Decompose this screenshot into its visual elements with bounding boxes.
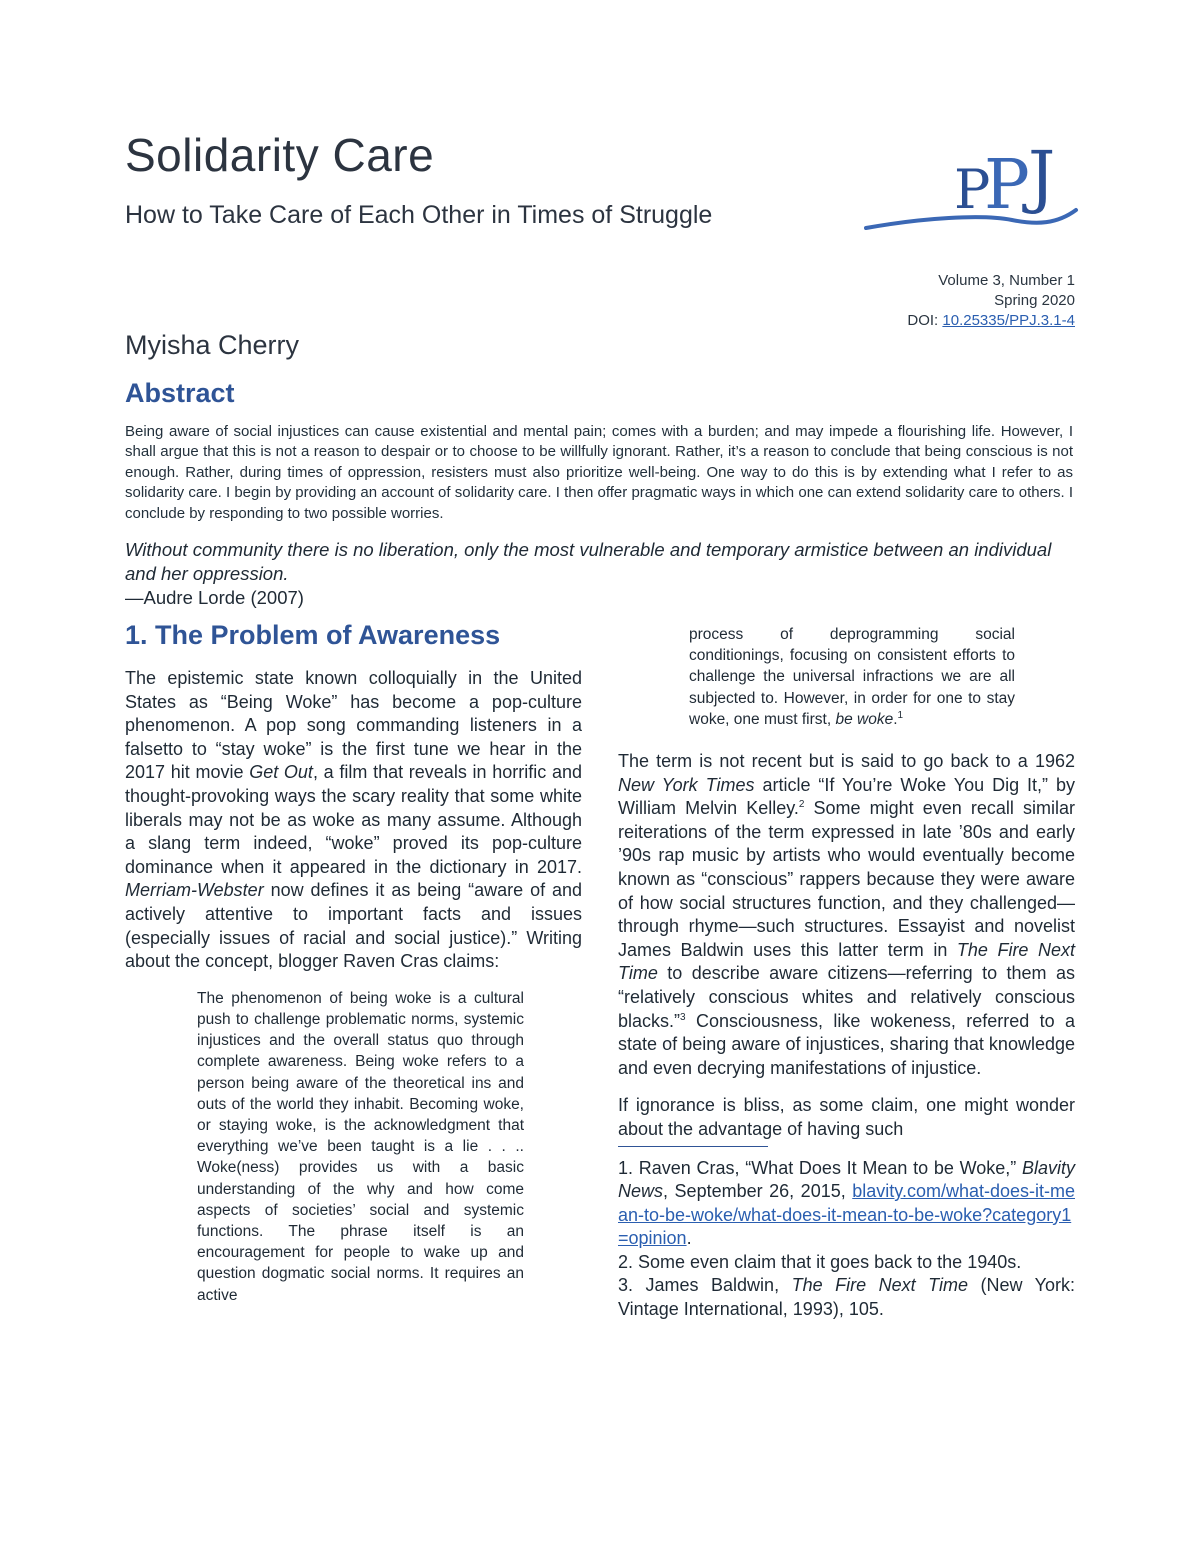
journal-logo bbox=[862, 122, 1082, 240]
footnote-3 bbox=[618, 1274, 1075, 1321]
epigraph bbox=[125, 538, 1085, 610]
publication-season: Spring 2020 bbox=[994, 292, 1075, 309]
text-run: Consciousness, like wokeness, referred to a state of being aware of injustices, sharing that knowledge and even decrying manifestations of injustice. bbox=[618, 1010, 1075, 1078]
left-column bbox=[125, 620, 582, 1306]
page-title: Solidarity Care bbox=[125, 129, 435, 181]
epigraph-quote: Without community there is no liberation, only the most vulnerable and temporary armistice between an individual and her oppression. bbox=[125, 539, 1052, 584]
italic-title: Blavity News bbox=[618, 1157, 1075, 1202]
footnote-link[interactable]: blavity.com/what-does-it-mean-to-be-woke/what-does-it-mean-to-be-woke?category1=opinion bbox=[618, 1181, 1075, 1249]
text-run: The term is not recent but is said to go back to a 1962 bbox=[618, 751, 1075, 772]
author-name: Myisha Cherry bbox=[125, 330, 300, 360]
logo-letter-j: J bbox=[1028, 138, 1056, 217]
doi-link[interactable]: 10.25335/PPJ.3.1-4 bbox=[942, 312, 1075, 329]
text-run: article “If You’re Woke You Dig It,” by William Melvin Kelley. bbox=[618, 774, 1076, 819]
section-paragraph-1 bbox=[125, 667, 582, 974]
epigraph-attribution: —Audre Lorde (2007) bbox=[125, 587, 304, 608]
section-paragraph-2 bbox=[618, 750, 1075, 1080]
text-run: to describe aware citizens—referring to them as “relatively conscious whites and relatively conscious blacks.” bbox=[618, 963, 1075, 1031]
doi-label: DOI: bbox=[907, 312, 943, 329]
volume-number: Volume 3, Number 1 bbox=[938, 272, 1075, 289]
logo-letter-p-large: P bbox=[984, 146, 1030, 225]
italic-emphasis: be woke bbox=[835, 710, 894, 728]
page-subtitle: How to Take Care of Each Other in Times of Struggle bbox=[125, 201, 713, 229]
abstract-heading: Abstract bbox=[125, 378, 235, 408]
text-run: The epistemic state known colloquially in the United States as “Being Woke” has become a pop-culture phenomenon. A pop song commanding listeners in a falsetto to “stay woke” is the first tune we hear in the 2017 hit movie bbox=[125, 668, 582, 783]
publication-meta bbox=[907, 271, 1075, 331]
abstract-text: Being aware of social injustices can cause existential and mental pain; comes with a burden; and may impede a flourishing life. However, I shall argue that this is not a reason to despair or to choose to be willfully ignorant. Rather, it’s a reason to conclude that being conscious is not enough. Rather, during times of oppression, resisters must also prioritize well-being. One way to do this is by extending what I refer to as solidarity care. I begin by providing an account of solidarity care. I then offer pragmatic ways in which one can extend solidarity care to others. I conclude by responding to two possible worries. bbox=[125, 423, 1073, 522]
section-heading: 1. The Problem of Awareness bbox=[125, 620, 501, 650]
italic-title: Merriam-Webster bbox=[125, 880, 264, 901]
footnote-2: 2. Some even claim that it goes back to the 1940s. bbox=[618, 1251, 1022, 1272]
footnote-1 bbox=[618, 1157, 1075, 1251]
italic-title: New York Times bbox=[618, 774, 755, 795]
text-run: , a film that reveals in horrific and thought-provoking ways the scary reality that some white liberals may not be as woke as many assume. Although a slang term indeed, “woke” proved its pop-culture dominance when it appeared in the dictionary in 2017. bbox=[125, 762, 582, 877]
italic-title: Get Out bbox=[249, 762, 313, 783]
text-run: 1. Raven Cras, “What Does It Mean to be Woke,” bbox=[618, 1157, 1022, 1178]
italic-title: The Fire Next Time bbox=[618, 939, 1075, 984]
text-run: process of deprogramming social conditionings, focusing on consistent efforts to challenge the universal infractions we are all subjected to. However, in order for one to stay woke, one must first, bbox=[689, 626, 1015, 728]
text-run: now defines it as being “aware of and actively attentive to important facts and issues (especially issues of racial and social justice).” Writing about the concept, blogger Raven Cras claims: bbox=[125, 880, 582, 972]
text-run: . bbox=[686, 1228, 692, 1249]
text-run: . bbox=[893, 710, 898, 728]
italic-title: The Fire Next Time bbox=[791, 1275, 968, 1296]
footnote-ref-1[interactable]: 1 bbox=[897, 709, 904, 721]
text-run: (New York: Vintage International, 1993), 105. bbox=[618, 1275, 1075, 1320]
ppj-logo-icon bbox=[862, 122, 1082, 240]
footnote-divider bbox=[618, 1146, 768, 1147]
footnote-ref-2[interactable]: 2 bbox=[798, 799, 805, 811]
text-run: Some might even recall similar reiterations of the term expressed in late ’80s and early ’90s rap music by artists who would eventually become known as “conscious” rappers because they were aware of how social structures function, and they challenged—through rhyme—such structures. Essayist and novelist James Baldwin uses this latter term in bbox=[618, 798, 1075, 960]
section-paragraph-3: If ignorance is bliss, as some claim, one might wonder about the advantage of having such bbox=[618, 1095, 1075, 1139]
text-run: 3. James Baldwin, bbox=[618, 1275, 792, 1296]
logo-letter-p-small: P bbox=[954, 158, 991, 221]
block-quote: The phenomenon of being woke is a cultural push to challenge problematic norms, systemic injustices and the overall status quo through complete awareness. Being woke refers to a person being aware of the theoretical ins and outs of the world they inhabit. Becoming woke, or staying woke, is the acknowledgment that everything we’ve been taught is a lie . . .. Woke(ness) provides us with a basic understanding of the why and how come aspects of societies’ social and systemic functions. The phrase itself is an encouragement for people to wake up and question dogmatic social norms. It requires an active bbox=[197, 989, 524, 1304]
footnote-ref-3[interactable]: 3 bbox=[680, 1011, 686, 1023]
text-run: , September 26, 2015, bbox=[663, 1181, 853, 1202]
doi-line bbox=[907, 311, 1075, 331]
block-quote-continued bbox=[689, 624, 1015, 730]
right-column bbox=[618, 624, 1075, 1322]
